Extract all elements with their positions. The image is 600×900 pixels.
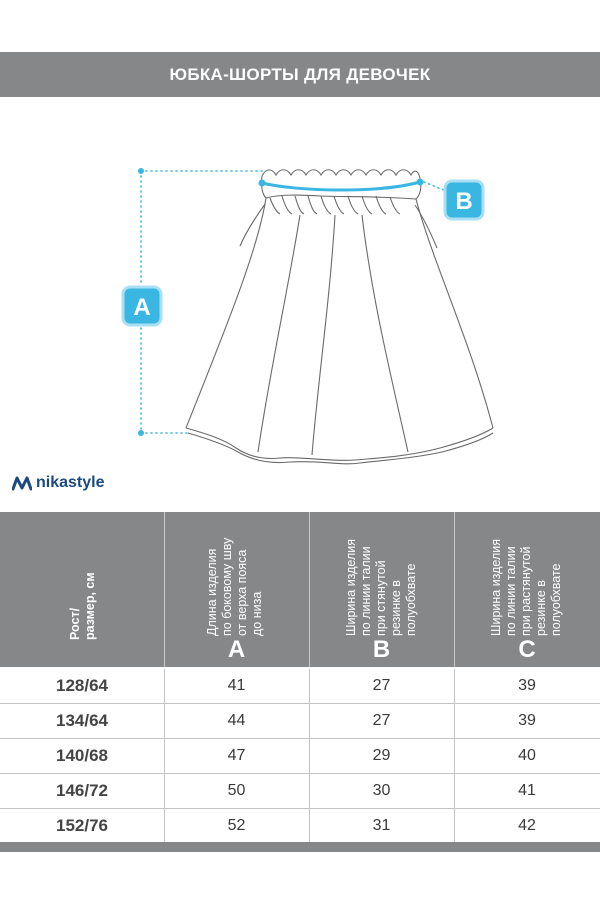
skirt-illustration [0, 140, 600, 470]
waist-relaxed-cell: 27 [372, 677, 391, 694]
waist-stretched-cell: 41 [518, 782, 536, 799]
marker-a-label: A [133, 294, 151, 321]
title-bar [0, 52, 600, 97]
measure-b-guide [259, 179, 445, 191]
size-cell: 128/64 [56, 676, 108, 695]
length-cell: 47 [227, 747, 246, 764]
waist-relaxed-cell: 29 [372, 747, 391, 764]
nikastyle-logo-icon [12, 474, 32, 492]
header-letter-c: C [518, 636, 536, 663]
header-letter-b: B [372, 636, 391, 663]
size-cell: 140/68 [56, 746, 108, 765]
header-size [0, 512, 164, 667]
marker-b-label: B [455, 188, 473, 215]
header-letter-a: A [227, 636, 246, 663]
waist-relaxed-cell: 30 [372, 782, 391, 799]
size-cell: 134/64 [56, 711, 108, 730]
marker-a-badge [123, 287, 161, 325]
waist-relaxed-cell: 31 [372, 817, 391, 834]
table-row [0, 809, 600, 844]
header-size-label: Рост/ размер, см [68, 572, 97, 640]
waist-stretched-cell: 39 [518, 712, 536, 729]
waist-stretched-cell: 42 [518, 817, 536, 834]
header-length-label: Длина изделия по боковому шву от верха пояса до низа [204, 537, 264, 636]
waist-stretched-cell: 40 [518, 747, 536, 764]
header-waist-stretched-label: Ширина изделия по линии талии при растянутой резинке в полуобхвате [489, 538, 563, 636]
header-waist-stretched [454, 512, 600, 667]
length-cell: 44 [227, 712, 246, 729]
header-waist-relaxed-label: Ширина изделия по линии талии при стянутой резинке в полуобхвате [343, 538, 418, 636]
table-row [0, 774, 600, 809]
length-cell: 52 [227, 817, 246, 834]
bottom-bar [0, 842, 600, 852]
size-cell: 152/76 [56, 816, 108, 835]
table-row [0, 669, 600, 704]
table-row [0, 739, 600, 774]
length-cell: 41 [227, 677, 246, 694]
waist-relaxed-cell: 27 [372, 712, 391, 729]
size-cell: 146/72 [56, 781, 108, 800]
header-waist-relaxed [309, 512, 454, 667]
marker-b-badge [445, 181, 483, 219]
table-row [0, 704, 600, 739]
page-title: ЮБКА-ШОРТЫ ДЛЯ ДЕВОЧЕК [169, 64, 431, 84]
header-length [164, 512, 309, 667]
logo-text: nikastyle [36, 474, 105, 491]
table-header [0, 512, 600, 667]
waist-stretched-cell: 39 [518, 677, 536, 694]
length-cell: 50 [227, 782, 246, 799]
brand-logo [12, 474, 104, 492]
